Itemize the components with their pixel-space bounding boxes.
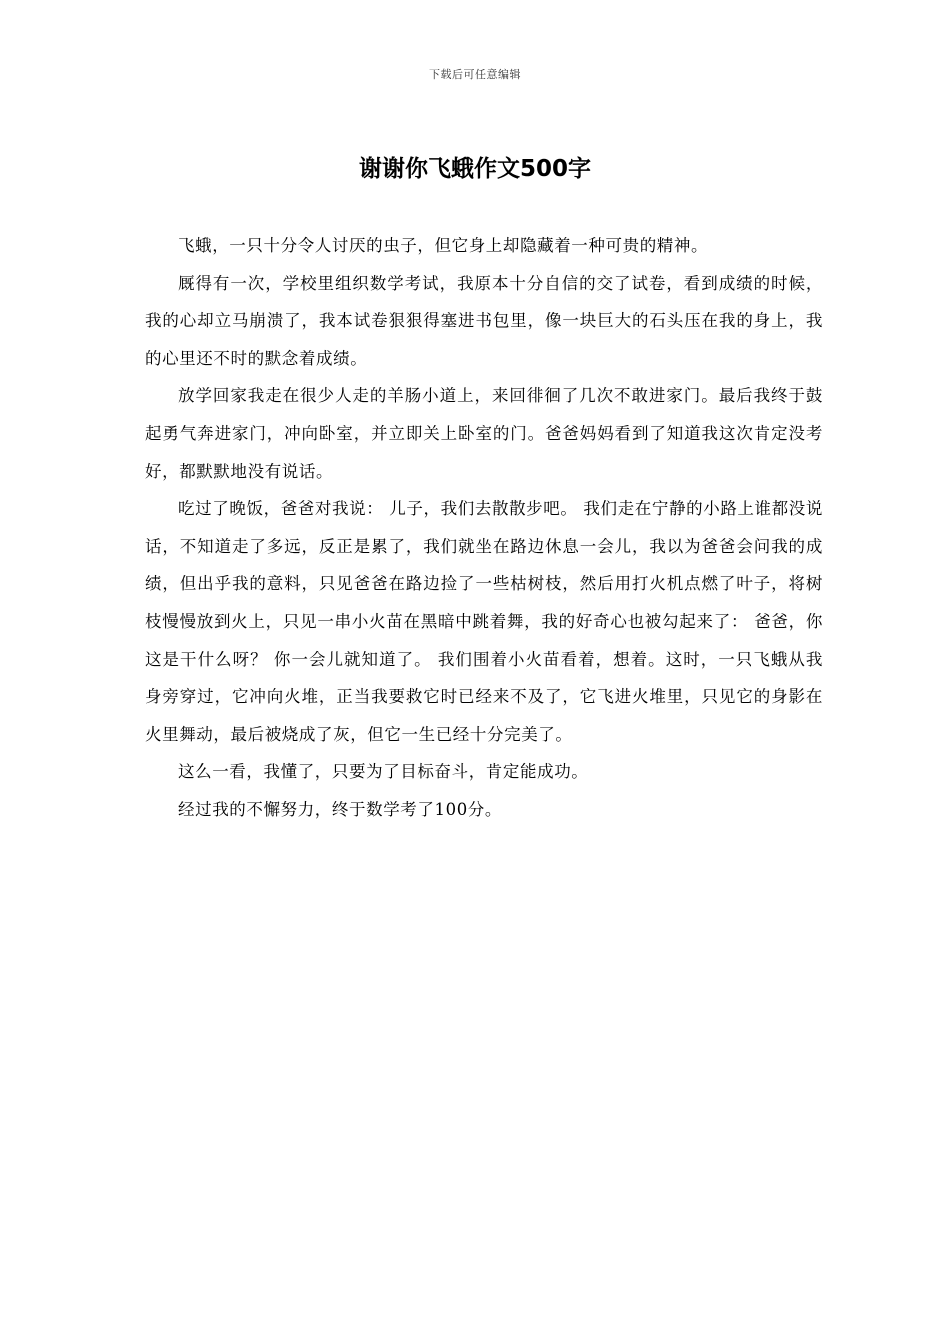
- paragraph-5: 这么一看，我懂了，只要为了目标奋斗，肯定能成功。: [178, 762, 589, 782]
- paragraph-3: 放学回家我走在很少人走的羊肠小道上，来回徘徊了几次不敢进家门。最后我终于鼓起勇气奔进家门，冲向卧室，并立即关上卧室的门。爸爸妈妈看到了知道我这次肯定没考好，都默默地没有说话。: [145, 386, 823, 481]
- paragraph-1: 飞蛾，一只十分令人讨厌的虫子，但它身上却隐藏着一种可贵的精神。: [178, 236, 709, 255]
- document-body: [145, 227, 823, 829]
- paragraph-6: 经过我的不懈努力，终于数学考了100分。: [178, 799, 502, 819]
- page-header-note: 下载后可任意编辑: [429, 68, 521, 81]
- document-title: 谢谢你飞蛾作文500字: [358, 156, 591, 182]
- paragraph-4: 吃过了晚饭，爸爸对我说： 儿子，我们去散散步吧。 我们走在宁静的小路上谁都没说话，不知道走了多远，反正是累了，我们就坐在路边休息一会儿，我以为爸爸会问我的成绩，但出乎我的意料，只见爸爸在路边捡了一些枯树枝，然后用打火机点燃了叶子，将树枝慢慢放到火上，只见一串小火苗在黑暗中跳着舞，我的好奇心也被勾起来了： 爸爸，你这是干什么呀？ 你一会儿就知道了。 我们围着小火苗看着，想着。这时，一只飞蛾从我身旁穿过，它冲向火堆，正当我要救它时已经来不及了，它飞进火堆里，只见它的身影在火里舞动，最后被烧成了灰，但它一生已经十分完美了。: [145, 499, 823, 744]
- paragraph-2: 厩得有一次，学校里组织数学考试，我原本十分自信的交了试卷，看到成绩的时候，我的心却立马崩溃了，我本试卷狠狠得塞进书包里，像一块巨大的石头压在我的身上，我的心里还不时的默念着成绩。: [145, 273, 823, 368]
